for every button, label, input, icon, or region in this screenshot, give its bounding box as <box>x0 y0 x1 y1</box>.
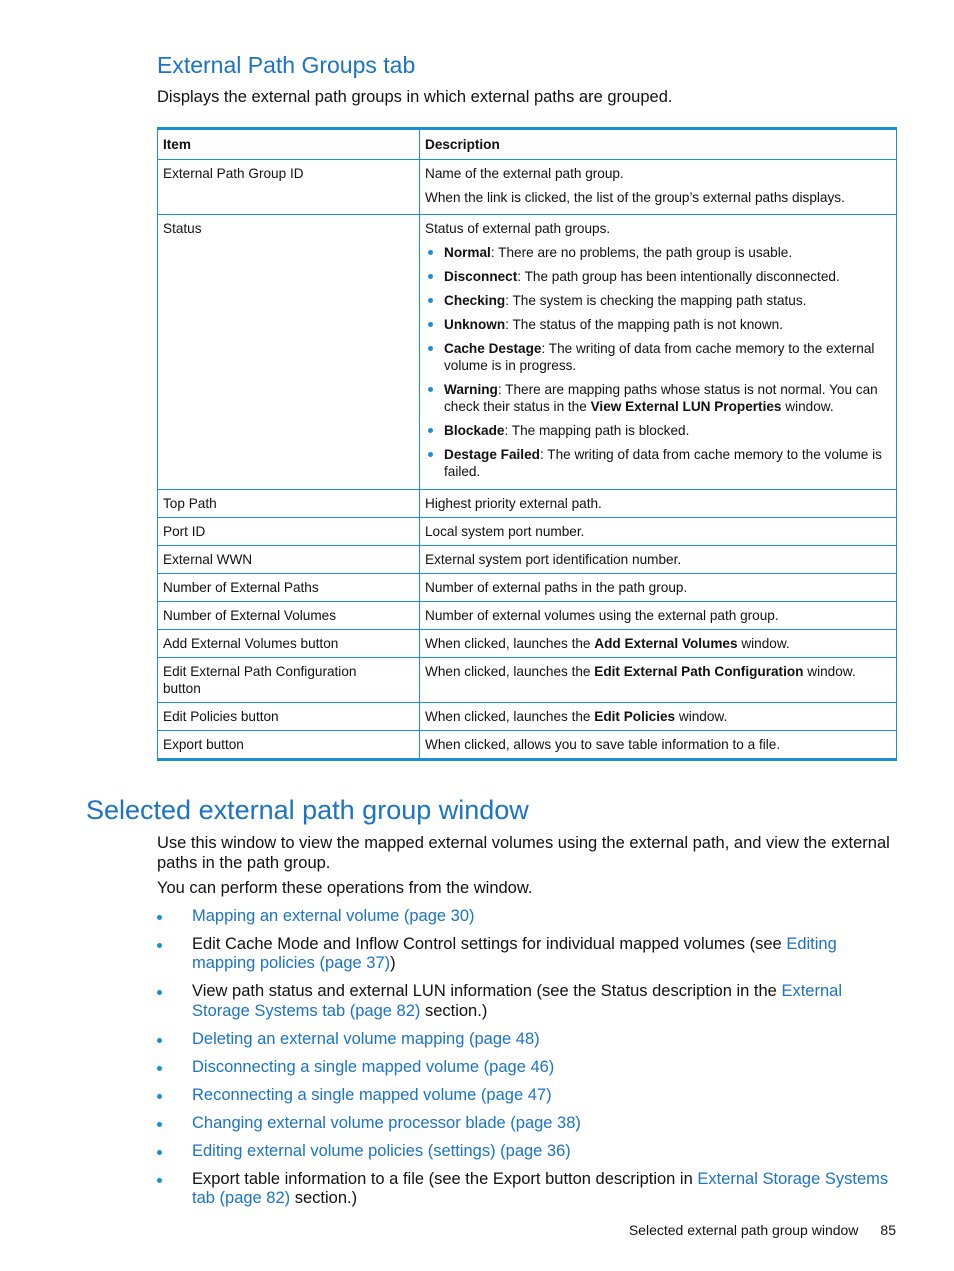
list-text: Export table information to a file (see the Export button description in <box>192 1169 698 1188</box>
list-item <box>425 422 891 439</box>
description-text: When clicked, launches the <box>425 636 595 651</box>
status-text: : The status of the mapping path is not known. <box>505 317 784 332</box>
item-cell: Export button <box>158 731 420 760</box>
description-cell: Number of external paths in the path group. <box>420 574 897 602</box>
status-text: : There are mapping paths whose status is not normal. You can check their status in the <box>444 382 878 414</box>
table-row <box>158 703 897 731</box>
page-footer <box>629 1222 896 1238</box>
status-term: Disconnect <box>444 269 518 284</box>
window-name: Edit Policies <box>594 709 676 724</box>
table-row <box>158 518 897 546</box>
item-cell: Status <box>158 215 420 490</box>
list-item <box>157 1086 897 1106</box>
link-changing-processor-blade[interactable]: Changing external volume processor blade (page 38) <box>192 1113 581 1132</box>
list-item <box>425 446 891 480</box>
description-cell <box>420 658 897 703</box>
footer-title: Selected external path group window <box>628 1222 859 1238</box>
operations-list <box>157 907 897 1209</box>
section-intro: Displays the external path groups in which external paths are grouped. <box>157 88 673 106</box>
list-item <box>425 381 891 415</box>
table-row <box>158 731 897 760</box>
list-item <box>425 316 891 333</box>
item-cell: Edit External Path Configuration button <box>158 658 420 703</box>
paragraph: Use this window to view the mapped external volumes using the external path, and view the external paths in the path group. <box>157 834 890 872</box>
list-item <box>157 1114 897 1134</box>
item-cell: Add External Volumes button <box>158 630 420 658</box>
description-text: When clicked, launches the <box>425 664 595 679</box>
item-cell: Number of External Volumes <box>158 602 420 630</box>
item-cell: Top Path <box>158 490 420 518</box>
status-term: Warning <box>444 382 498 397</box>
table-row <box>158 658 897 703</box>
description-text: window. <box>803 664 856 679</box>
list-item <box>425 268 891 285</box>
table-header-row <box>158 129 897 160</box>
status-term: Unknown <box>444 317 506 332</box>
status-list <box>425 244 891 480</box>
status-text: : The writing of data from cache memory to the volume is failed. <box>444 447 882 479</box>
description-text: Status of external path groups. <box>425 221 611 236</box>
link-reconnecting-volume[interactable]: Reconnecting a single mapped volume (page 47) <box>192 1085 552 1104</box>
link-mapping-external-volume[interactable]: Mapping an external volume (page 30) <box>192 906 475 925</box>
status-term: Destage Failed <box>444 447 540 462</box>
table-row <box>158 630 897 658</box>
status-text: : The path group has been intentionally disconnected. <box>517 269 840 284</box>
table-row <box>158 490 897 518</box>
link-editing-mapping-policies[interactable]: Editing mapping policies (page 37) <box>192 934 837 972</box>
list-item <box>157 1170 897 1209</box>
item-cell: External WWN <box>158 546 420 574</box>
description-cell <box>420 215 897 490</box>
description-cell: Number of external volumes using the external path group. <box>420 602 897 630</box>
column-header-item: Item <box>158 129 420 160</box>
list-item <box>157 982 897 1021</box>
list-item <box>425 244 891 261</box>
list-item <box>425 340 891 374</box>
link-external-storage-systems-tab[interactable]: External Storage Systems tab (page 82) <box>192 1169 889 1207</box>
status-text: : The writing of data from cache memory to the external volume is in progress. <box>444 341 875 373</box>
table-row <box>158 215 897 490</box>
list-item <box>425 292 891 309</box>
section-heading: External Path Groups tab <box>157 52 416 78</box>
description-cell: External system port identification number. <box>420 546 897 574</box>
table-row <box>158 602 897 630</box>
description-cell <box>420 630 897 658</box>
column-header-description: Description <box>420 129 897 160</box>
page-number: 85 <box>880 1222 896 1238</box>
list-text: View path status and external LUN information (see the Status description in the <box>192 982 782 1000</box>
description-text: When clicked, launches the <box>425 709 595 724</box>
link-external-storage-systems-tab[interactable]: External Storage Systems tab (page 82) <box>192 982 842 1020</box>
status-term: Normal <box>444 245 491 260</box>
description-text: Name of the external path group. <box>425 166 624 181</box>
list-text: Edit Cache Mode and Inflow Control settings for individual mapped volumes (see <box>192 934 787 953</box>
list-item <box>157 1142 897 1162</box>
status-term: Blockade <box>444 423 505 438</box>
link-disconnecting-volume[interactable]: Disconnecting a single mapped volume (page 46) <box>192 1057 555 1076</box>
description-text: window. <box>675 709 728 724</box>
description-cell: When clicked, allows you to save table information to a file. <box>420 731 897 760</box>
description-text: window. <box>737 636 790 651</box>
status-text: : There are no problems, the path group is usable. <box>490 245 793 260</box>
description-text: When the link is clicked, the list of the group’s external paths displays. <box>425 190 845 205</box>
table-row <box>158 546 897 574</box>
status-text: : The mapping path is blocked. <box>504 423 690 438</box>
description-cell <box>420 160 897 215</box>
description-cell: Local system port number. <box>420 518 897 546</box>
window-section-body <box>157 834 897 1217</box>
list-text: ) <box>390 954 396 972</box>
paragraph: You can perform these operations from the window. <box>157 879 533 897</box>
window-name: Add External Volumes <box>594 636 738 651</box>
list-text: section.) <box>420 1001 488 1020</box>
description-cell: Highest priority external path. <box>420 490 897 518</box>
window-name: Edit External Path Configuration <box>594 664 804 679</box>
status-term: Checking <box>444 293 506 308</box>
status-text: window. <box>781 399 834 414</box>
list-item <box>157 1058 897 1078</box>
list-text: section.) <box>290 1189 358 1207</box>
link-deleting-mapping[interactable]: Deleting an external volume mapping (page 48) <box>192 1029 540 1048</box>
list-item <box>157 1030 897 1050</box>
window-name: View External LUN Properties <box>590 399 782 414</box>
list-item <box>157 907 897 927</box>
description-cell <box>420 703 897 731</box>
link-editing-volume-policies[interactable]: Editing external volume policies (settings) (page 36) <box>192 1141 571 1160</box>
table-row <box>158 160 897 215</box>
items-table <box>157 127 897 761</box>
item-cell: External Path Group ID <box>158 160 420 215</box>
item-cell: Edit Policies button <box>158 703 420 731</box>
list-item <box>157 935 897 974</box>
status-term: Cache Destage <box>444 341 542 356</box>
item-cell: Port ID <box>158 518 420 546</box>
item-cell: Number of External Paths <box>158 574 420 602</box>
table-row <box>158 574 897 602</box>
page-title: Selected external path group window <box>86 795 529 825</box>
status-text: : The system is checking the mapping path status. <box>505 293 807 308</box>
